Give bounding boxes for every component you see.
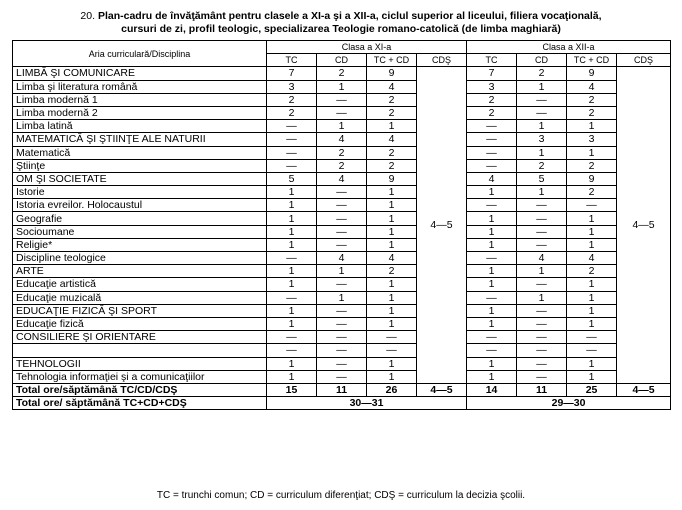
hours-cell: —	[317, 93, 367, 106]
hours-cell: —	[517, 331, 567, 344]
discipline-name: Geografie	[13, 212, 267, 225]
hours-cell: 1	[467, 278, 517, 291]
hours-cell: 5	[267, 172, 317, 185]
table-row	[13, 93, 671, 106]
hours-cell: 1	[467, 370, 517, 383]
hours-cell: 1	[567, 357, 617, 370]
hours-cell: 1	[467, 357, 517, 370]
hours-cell: 1	[317, 80, 367, 93]
hours-cell: 9	[367, 67, 417, 80]
hours-cell: 1	[267, 317, 317, 330]
hours-cell: 2	[567, 159, 617, 172]
hours-cell: 2	[567, 93, 617, 106]
hours-cell: 1	[367, 370, 417, 383]
total-cell: 14	[467, 383, 517, 396]
total-row	[13, 383, 671, 396]
hours-cell: 1	[567, 370, 617, 383]
cds-cell-c11: 4—5	[417, 67, 467, 384]
discipline-name: CONSILIERE ŞI ORIENTARE	[13, 331, 267, 344]
hours-cell: —	[267, 133, 317, 146]
header-class-12: Clasa a XII-a	[467, 41, 671, 54]
header-col: CD	[317, 54, 367, 67]
hours-cell: 3	[517, 133, 567, 146]
hours-cell: 1	[267, 278, 317, 291]
hours-cell: —	[317, 106, 367, 119]
hours-cell: 2	[517, 159, 567, 172]
hours-cell: 1	[367, 225, 417, 238]
table-row	[13, 146, 671, 159]
title-text-2: cursuri de zi, profil teologic, specializarea Teologie romano-catolică (de limba maghiară)	[121, 23, 561, 35]
table-row	[13, 291, 671, 304]
table-row	[13, 199, 671, 212]
hours-cell: 2	[367, 146, 417, 159]
discipline-name: ARTE	[13, 265, 267, 278]
header-col: CD	[517, 54, 567, 67]
table-row	[13, 252, 671, 265]
hours-cell: —	[317, 317, 367, 330]
table-row	[13, 212, 671, 225]
table-row	[13, 331, 671, 344]
hours-cell: 2	[467, 106, 517, 119]
hours-cell: 1	[467, 265, 517, 278]
table-row	[13, 317, 671, 330]
hours-cell: 9	[567, 67, 617, 80]
table-row	[13, 159, 671, 172]
hours-cell: 1	[317, 265, 367, 278]
hours-cell: 2	[267, 93, 317, 106]
hours-cell: 1	[267, 225, 317, 238]
discipline-name: Religie*	[13, 238, 267, 251]
hours-cell: 4	[367, 80, 417, 93]
hours-cell: —	[267, 120, 317, 133]
hours-cell: 1	[367, 278, 417, 291]
hours-cell: 1	[467, 304, 517, 317]
hours-cell: 1	[567, 304, 617, 317]
discipline-name: EDUCAŢIE FIZICĂ ŞI SPORT	[13, 304, 267, 317]
hours-cell: —	[517, 199, 567, 212]
discipline-name: OM ŞI SOCIETATE	[13, 172, 267, 185]
hours-cell: 2	[517, 67, 567, 80]
table-row	[13, 67, 671, 80]
hours-cell: 4	[567, 80, 617, 93]
hours-cell: 1	[267, 304, 317, 317]
hours-cell: —	[317, 304, 367, 317]
header-col: TC	[467, 54, 517, 67]
hours-cell: 1	[267, 212, 317, 225]
table-row	[13, 357, 671, 370]
hours-cell: 4	[317, 133, 367, 146]
table-row	[13, 80, 671, 93]
hours-cell: 1	[467, 225, 517, 238]
hours-cell: —	[467, 331, 517, 344]
total-cell: 25	[567, 383, 617, 396]
hours-cell: —	[467, 133, 517, 146]
header-col: CDŞ	[417, 54, 467, 67]
total-cell: 15	[267, 383, 317, 396]
hours-cell: 1	[467, 238, 517, 251]
total-label: Total ore/săptămână TC/CD/CDŞ	[13, 383, 267, 396]
grand-total-label: Total ore/ săptămână TC+CD+CDŞ	[13, 397, 267, 410]
hours-cell: 1	[367, 291, 417, 304]
hours-cell: 1	[367, 199, 417, 212]
hours-cell: —	[517, 212, 567, 225]
hours-cell: —	[467, 252, 517, 265]
title-text-1: Plan-cadru de învăţământ pentru clasele a XI-a şi a XII-a, ciclul superior al liceului, filiera vocaţională,	[97, 10, 602, 22]
hours-cell: 1	[467, 212, 517, 225]
title-line-2	[0, 23, 682, 36]
hours-cell: —	[517, 278, 567, 291]
cds-cell-c12: 4—5	[617, 67, 671, 384]
hours-cell: —	[517, 93, 567, 106]
header-col: TC + CD	[367, 54, 417, 67]
grand-total-c11: 30—31	[267, 397, 467, 410]
hours-cell: —	[517, 344, 567, 357]
hours-cell: 4	[367, 252, 417, 265]
legend-note: TC = trunchi comun; CD = curriculum diferenţiat; CDŞ = curriculum la decizia şcolii.	[156, 490, 526, 501]
hours-cell: 2	[367, 159, 417, 172]
table-row	[13, 344, 671, 357]
hours-cell: 1	[367, 304, 417, 317]
hours-cell: —	[267, 146, 317, 159]
header-row-1	[13, 41, 671, 54]
hours-cell: —	[467, 146, 517, 159]
hours-cell: —	[317, 186, 367, 199]
discipline-name: MATEMATICĂ ŞI ŞTIINŢE ALE NATURII	[13, 133, 267, 146]
discipline-name: LIMBĂ ŞI COMUNICARE	[13, 67, 267, 80]
total-cell: 11	[517, 383, 567, 396]
hours-cell: 7	[267, 67, 317, 80]
hours-cell: —	[517, 317, 567, 330]
hours-cell: 1	[367, 317, 417, 330]
hours-cell: 9	[367, 172, 417, 185]
hours-cell: —	[267, 159, 317, 172]
hours-cell: 2	[367, 265, 417, 278]
hours-cell: —	[317, 212, 367, 225]
hours-cell: 1	[317, 291, 367, 304]
table-row	[13, 133, 671, 146]
hours-cell: —	[467, 199, 517, 212]
grand-total-row	[13, 397, 671, 410]
hours-cell: 2	[567, 265, 617, 278]
hours-cell: 2	[467, 93, 517, 106]
hours-cell: —	[267, 291, 317, 304]
total-cell: 4—5	[417, 383, 467, 396]
discipline-name: Educaţie artistică	[13, 278, 267, 291]
hours-cell: 1	[567, 120, 617, 133]
title-number: 20.	[80, 10, 96, 22]
hours-cell: 2	[267, 106, 317, 119]
hours-cell: —	[367, 344, 417, 357]
hours-cell: 1	[567, 212, 617, 225]
hours-cell: 4	[467, 172, 517, 185]
hours-cell: 1	[367, 212, 417, 225]
hours-cell: 1	[567, 146, 617, 159]
hours-cell: 1	[517, 146, 567, 159]
discipline-name: Ştiinţe	[13, 159, 267, 172]
hours-cell: —	[517, 304, 567, 317]
discipline-name: Limba modernă 1	[13, 93, 267, 106]
hours-cell: 1	[367, 120, 417, 133]
hours-cell: 1	[317, 120, 367, 133]
discipline-name: Discipline teologice	[13, 252, 267, 265]
hours-cell: 9	[567, 172, 617, 185]
curriculum-table	[12, 40, 671, 410]
hours-cell: —	[467, 120, 517, 133]
hours-cell: 5	[517, 172, 567, 185]
hours-cell: —	[467, 291, 517, 304]
table-row	[13, 120, 671, 133]
hours-cell: 2	[317, 146, 367, 159]
hours-cell: 1	[517, 80, 567, 93]
table-row	[13, 238, 671, 251]
table-row	[13, 265, 671, 278]
hours-cell: 2	[317, 159, 367, 172]
hours-cell: 4	[317, 252, 367, 265]
hours-cell: 4	[567, 252, 617, 265]
hours-cell: 1	[567, 238, 617, 251]
hours-cell: 1	[267, 238, 317, 251]
hours-cell: —	[317, 278, 367, 291]
hours-cell: —	[467, 344, 517, 357]
table-body	[13, 67, 671, 410]
discipline-name: TEHNOLOGII	[13, 357, 267, 370]
total-cell: 26	[367, 383, 417, 396]
header-col: CDŞ	[617, 54, 671, 67]
hours-cell: 1	[267, 265, 317, 278]
hours-cell: 4	[517, 252, 567, 265]
table-row	[13, 225, 671, 238]
hours-cell: 1	[517, 186, 567, 199]
header-col: TC + CD	[567, 54, 617, 67]
total-cell: 4—5	[617, 383, 671, 396]
hours-cell: —	[517, 238, 567, 251]
hours-cell: —	[367, 331, 417, 344]
hours-cell: 4	[317, 172, 367, 185]
hours-cell: —	[317, 199, 367, 212]
hours-cell: —	[317, 344, 367, 357]
hours-cell: —	[567, 344, 617, 357]
hours-cell: 1	[367, 357, 417, 370]
hours-cell: 1	[267, 199, 317, 212]
title-line-1	[0, 10, 682, 23]
discipline-name	[13, 344, 267, 357]
hours-cell: 1	[467, 317, 517, 330]
hours-cell: —	[317, 225, 367, 238]
discipline-name: Matematică	[13, 146, 267, 159]
table-row	[13, 172, 671, 185]
hours-cell: 1	[567, 291, 617, 304]
hours-cell: —	[567, 331, 617, 344]
discipline-name: Educaţie muzicală	[13, 291, 267, 304]
table-row	[13, 370, 671, 383]
hours-cell: —	[517, 370, 567, 383]
table-row	[13, 106, 671, 119]
header-col: TC	[267, 54, 317, 67]
hours-cell: —	[467, 159, 517, 172]
hours-cell: —	[317, 331, 367, 344]
discipline-name: Limba latină	[13, 120, 267, 133]
hours-cell: 1	[517, 265, 567, 278]
table-row	[13, 186, 671, 199]
hours-cell: 1	[567, 317, 617, 330]
hours-cell: 1	[517, 291, 567, 304]
hours-cell: —	[317, 370, 367, 383]
discipline-name: Limba şi literatura română	[13, 80, 267, 93]
hours-cell: 1	[267, 186, 317, 199]
hours-cell: —	[517, 106, 567, 119]
total-cell: 11	[317, 383, 367, 396]
hours-cell: 2	[367, 106, 417, 119]
hours-cell: 2	[367, 93, 417, 106]
hours-cell: 3	[567, 133, 617, 146]
document-title	[0, 10, 682, 36]
discipline-name: Istorie	[13, 186, 267, 199]
hours-cell: 1	[567, 225, 617, 238]
hours-cell: 3	[467, 80, 517, 93]
hours-cell: 2	[567, 106, 617, 119]
discipline-name: Tehnologia informaţiei şi a comunicaţiilor	[13, 370, 267, 383]
hours-cell: 3	[267, 80, 317, 93]
hours-cell: —	[267, 252, 317, 265]
hours-cell: 1	[467, 186, 517, 199]
hours-cell: —	[267, 331, 317, 344]
header-area: Aria curriculară/Disciplina	[13, 41, 267, 67]
hours-cell: 2	[567, 186, 617, 199]
hours-cell: 1	[267, 370, 317, 383]
hours-cell: 1	[367, 238, 417, 251]
header-class-11: Clasa a XI-a	[267, 41, 467, 54]
hours-cell: —	[317, 357, 367, 370]
discipline-name: Socioumane	[13, 225, 267, 238]
hours-cell: 1	[267, 357, 317, 370]
discipline-name: Educaţie fizică	[13, 317, 267, 330]
table-row	[13, 278, 671, 291]
hours-cell: —	[317, 238, 367, 251]
hours-cell: —	[517, 357, 567, 370]
discipline-name: Limba modernă 2	[13, 106, 267, 119]
hours-cell: 4	[367, 133, 417, 146]
hours-cell: —	[567, 199, 617, 212]
hours-cell: 1	[567, 278, 617, 291]
hours-cell: 2	[317, 67, 367, 80]
hours-cell: —	[517, 225, 567, 238]
hours-cell: 7	[467, 67, 517, 80]
discipline-name: Istoria evreilor. Holocaustul	[13, 199, 267, 212]
hours-cell: —	[267, 344, 317, 357]
grand-total-c12: 29—30	[467, 397, 671, 410]
hours-cell: 1	[367, 186, 417, 199]
hours-cell: 1	[517, 120, 567, 133]
table-row	[13, 304, 671, 317]
